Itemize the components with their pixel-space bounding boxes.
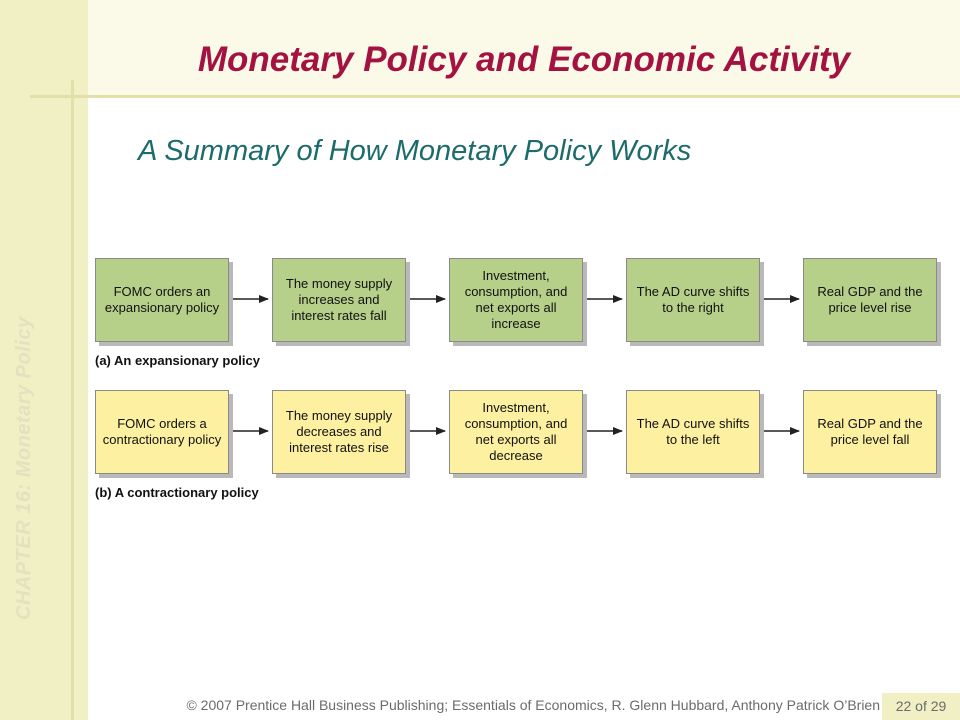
page-total: 29 — [930, 698, 947, 714]
contractionary-step-2: The money supply decreases and interest rates rise — [272, 390, 406, 474]
page-separator: of — [915, 698, 927, 714]
contractionary-caption: (b) A contractionary policy — [95, 485, 259, 500]
expansionary-step-2: The money supply increases and interest rates fall — [272, 258, 406, 342]
slide-subtitle: A Summary of How Monetary Policy Works — [138, 135, 692, 167]
expansionary-step-1: FOMC orders an expansionary policy — [95, 258, 229, 342]
expansionary-step-5: Real GDP and the price level rise — [803, 258, 937, 342]
expansionary-step-4: The AD curve shifts to the right — [626, 258, 760, 342]
contractionary-step-4: The AD curve shifts to the left — [626, 390, 760, 474]
slide-title: Monetary Policy and Economic Activity — [197, 40, 851, 79]
expansionary-caption: (a) An expansionary policy — [95, 353, 260, 368]
page-indicator — [882, 693, 960, 720]
expansionary-step-3: Investment, consumption, and net exports all increase — [449, 258, 583, 342]
contractionary-step-1: FOMC orders a contractionary policy — [95, 390, 229, 474]
contractionary-step-3: Investment, consumption, and net exports all decrease — [449, 390, 583, 474]
chapter-label: CHAPTER 16: Monetary Policy — [13, 316, 35, 620]
copyright-footer: © 2007 Prentice Hall Business Publishing; Essentials of Economics, R. Glenn Hubbard, Anthony Patrick O’Brien — [186, 697, 880, 713]
page-current: 22 — [895, 698, 912, 714]
contractionary-step-5: Real GDP and the price level fall — [803, 390, 937, 474]
